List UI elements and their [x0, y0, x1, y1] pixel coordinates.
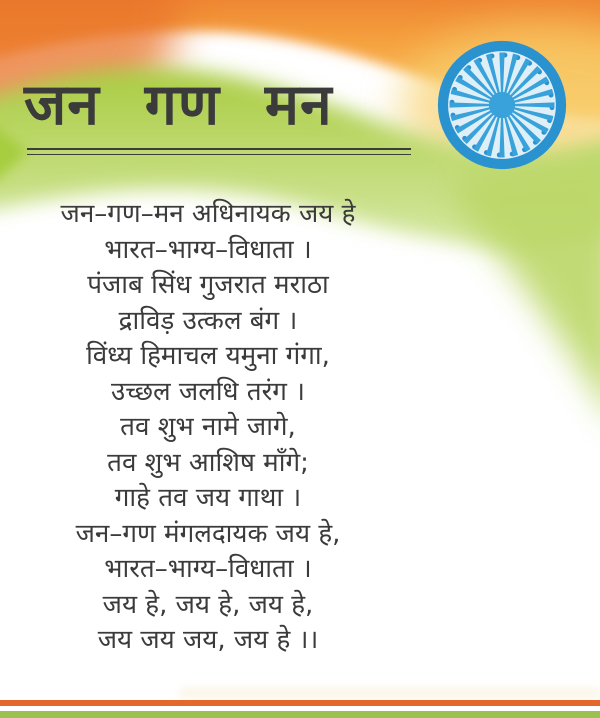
title-underline — [27, 148, 411, 155]
poem-line: जय हे, जय हे, जय हे, — [102, 589, 314, 620]
poem-line: विंध्य हिमाचल यमुना गंगा, — [86, 341, 330, 371]
poem-line: द्राविड़ उत्कल बंग । — [118, 305, 298, 336]
poem-line: तव शुभ आशिष माँगे; — [107, 447, 309, 478]
poem-line: जन–गण मंगलदायक जय हे, — [75, 518, 341, 549]
poem-line: पंजाब सिंध गुजरात मराठा — [87, 270, 329, 300]
anthem-poem — [0, 197, 416, 659]
poem-line: भारत–भाग्य–विधाता । — [104, 554, 312, 584]
bottom-stripe-saffron — [0, 700, 600, 706]
poem-line: तव शुभ नामे जागे, — [120, 412, 296, 442]
poem-line: भारत–भाग्य–विधाता । — [104, 234, 312, 265]
page-title: जन गण मन — [24, 72, 333, 138]
footer-smear — [180, 688, 600, 698]
poem-line: जन–गण–मन अधिनायक जय हे — [60, 199, 356, 229]
poem-line: उच्छल जलधि तरंग । — [110, 376, 306, 407]
poem-line: गाहे तव जय गाथा । — [114, 483, 302, 513]
poem-line: जय जय जय, जय हे ।। — [97, 625, 319, 655]
ashoka-chakra-icon — [434, 37, 570, 173]
bottom-stripe-green — [0, 711, 600, 718]
